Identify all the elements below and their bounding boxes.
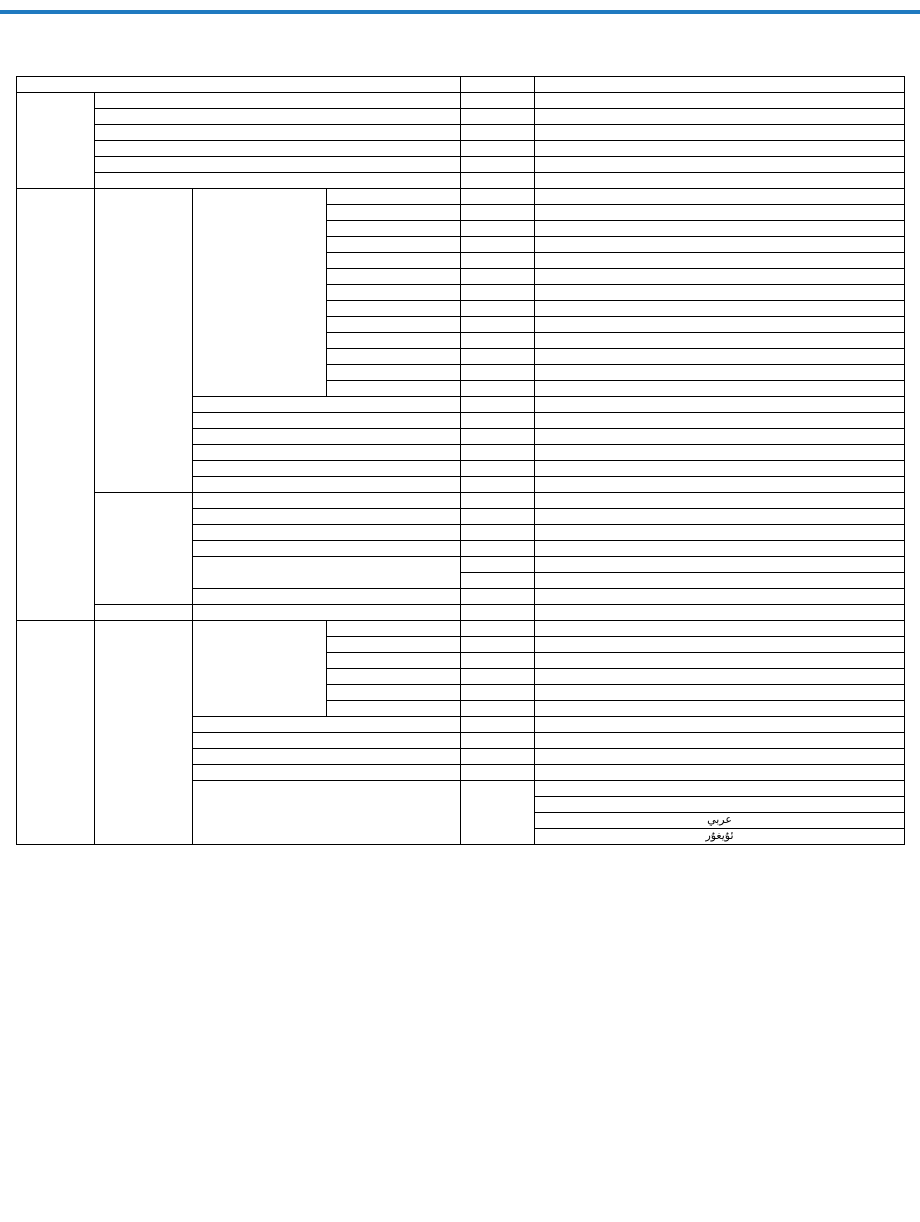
table-cell-value bbox=[535, 605, 905, 621]
table-cell-value-uyghur: ئۇيغۇر bbox=[535, 829, 905, 845]
table-cell-value bbox=[535, 525, 905, 541]
table-cell-code-scripts bbox=[461, 781, 535, 845]
table-cell-label bbox=[193, 557, 461, 589]
table-cell-code bbox=[461, 205, 535, 221]
table-cell-code bbox=[461, 253, 535, 269]
table-cell-subgroup-2b bbox=[95, 493, 193, 605]
table-cell-label bbox=[193, 717, 461, 733]
table-cell-label bbox=[193, 749, 461, 765]
table-cell-value bbox=[535, 621, 905, 637]
table-cell-value bbox=[535, 365, 905, 381]
table-cell-code bbox=[461, 493, 535, 509]
table-cell-value bbox=[535, 733, 905, 749]
table-cell-value bbox=[535, 221, 905, 237]
table-cell-label bbox=[327, 333, 461, 349]
specification-table bbox=[16, 76, 905, 845]
table-cell-label bbox=[95, 157, 461, 173]
table-cell-label bbox=[193, 525, 461, 541]
table-cell-code bbox=[461, 749, 535, 765]
table-cell-code bbox=[461, 109, 535, 125]
table-cell-label bbox=[327, 685, 461, 701]
table-row bbox=[17, 125, 905, 141]
table-cell-value bbox=[535, 93, 905, 109]
table-cell-value bbox=[535, 509, 905, 525]
table-cell-label bbox=[327, 669, 461, 685]
table-cell-label bbox=[327, 701, 461, 717]
table-cell-value bbox=[535, 461, 905, 477]
table-cell-label bbox=[193, 541, 461, 557]
table-cell-value bbox=[535, 589, 905, 605]
table-row bbox=[17, 93, 905, 109]
table-row bbox=[17, 77, 905, 93]
table-cell-code bbox=[461, 669, 535, 685]
table-row bbox=[17, 605, 905, 621]
table-row bbox=[17, 109, 905, 125]
table-cell-value bbox=[535, 429, 905, 445]
table-cell-header-code bbox=[461, 77, 535, 93]
table-cell-subgroup-2c bbox=[95, 605, 193, 621]
table-cell-label bbox=[327, 381, 461, 397]
table-cell-value bbox=[535, 381, 905, 397]
table-cell-value bbox=[535, 717, 905, 733]
table-cell-value bbox=[535, 269, 905, 285]
table-cell-value bbox=[535, 541, 905, 557]
table-cell-header-value bbox=[535, 77, 905, 93]
table-cell-value bbox=[535, 141, 905, 157]
table-row bbox=[17, 189, 905, 205]
table-cell-code bbox=[461, 541, 535, 557]
table-cell-value bbox=[535, 413, 905, 429]
table-cell-value bbox=[535, 493, 905, 509]
table-cell-label bbox=[95, 173, 461, 189]
table-cell-label bbox=[193, 733, 461, 749]
table-cell-code bbox=[461, 765, 535, 781]
table-cell-code bbox=[461, 477, 535, 493]
table-cell-value-arabic: عربي bbox=[535, 813, 905, 829]
table-cell-code bbox=[461, 269, 535, 285]
table-cell-label bbox=[95, 93, 461, 109]
table-cell-code bbox=[461, 125, 535, 141]
table-cell-value bbox=[535, 205, 905, 221]
table-cell-code bbox=[461, 189, 535, 205]
table-cell-value bbox=[535, 781, 905, 797]
table-cell-code bbox=[461, 397, 535, 413]
table-cell-label bbox=[327, 653, 461, 669]
table-cell-label bbox=[327, 285, 461, 301]
table-row bbox=[17, 157, 905, 173]
table-cell-label bbox=[193, 413, 461, 429]
table-cell-code bbox=[461, 573, 535, 589]
table-cell-label bbox=[193, 765, 461, 781]
table-cell-subsubgroup-2a1 bbox=[193, 189, 327, 397]
table-cell-code bbox=[461, 733, 535, 749]
table-cell-value bbox=[535, 397, 905, 413]
table-cell-label bbox=[193, 509, 461, 525]
table-cell-value bbox=[535, 477, 905, 493]
table-cell-label bbox=[193, 477, 461, 493]
table-cell-code bbox=[461, 93, 535, 109]
table-cell-label bbox=[193, 429, 461, 445]
table-cell-header-label bbox=[17, 77, 461, 93]
table-cell-code bbox=[461, 605, 535, 621]
table-cell-group-2 bbox=[17, 189, 95, 621]
table-cell-label bbox=[193, 605, 461, 621]
table-cell-value bbox=[535, 125, 905, 141]
table-cell-group-3 bbox=[17, 621, 95, 845]
table-cell-value bbox=[535, 173, 905, 189]
table-cell-label bbox=[193, 461, 461, 477]
table-cell-value bbox=[535, 557, 905, 573]
table-cell-code bbox=[461, 461, 535, 477]
table-cell-label bbox=[327, 189, 461, 205]
table-cell-value bbox=[535, 653, 905, 669]
table-cell-code bbox=[461, 365, 535, 381]
table-cell-code bbox=[461, 285, 535, 301]
table-cell-value bbox=[535, 253, 905, 269]
table-cell-label bbox=[327, 221, 461, 237]
table-cell-code bbox=[461, 173, 535, 189]
table-cell-code bbox=[461, 637, 535, 653]
table-cell-label bbox=[95, 141, 461, 157]
table-cell-value bbox=[535, 573, 905, 589]
table-cell-code bbox=[461, 509, 535, 525]
table-cell-code bbox=[461, 141, 535, 157]
table-cell-label bbox=[327, 253, 461, 269]
table-cell-value bbox=[535, 637, 905, 653]
table-cell-code bbox=[461, 701, 535, 717]
table-cell-label-scripts bbox=[193, 781, 461, 845]
table-cell-label bbox=[95, 109, 461, 125]
table-cell-code bbox=[461, 381, 535, 397]
table-cell-value bbox=[535, 317, 905, 333]
table-cell-label bbox=[327, 621, 461, 637]
table-cell-label bbox=[193, 589, 461, 605]
table-cell-code bbox=[461, 653, 535, 669]
table-cell-value bbox=[535, 157, 905, 173]
table-row bbox=[17, 173, 905, 189]
table-cell-label bbox=[193, 493, 461, 509]
table-cell-subsubgroup-3a1 bbox=[193, 621, 327, 717]
table-cell-subgroup-2a bbox=[95, 189, 193, 493]
table-cell-value bbox=[535, 237, 905, 253]
table-row bbox=[17, 621, 905, 637]
table-cell-label bbox=[193, 445, 461, 461]
table-cell-label bbox=[327, 349, 461, 365]
table-cell-value bbox=[535, 285, 905, 301]
table-cell-label bbox=[95, 125, 461, 141]
table-cell-label bbox=[327, 637, 461, 653]
table-cell-label bbox=[327, 365, 461, 381]
table-cell-code bbox=[461, 557, 535, 573]
table-cell-label bbox=[193, 397, 461, 413]
header-accent-rule bbox=[0, 10, 920, 14]
table-cell-code bbox=[461, 221, 535, 237]
table-cell-code bbox=[461, 317, 535, 333]
table-cell-value bbox=[535, 669, 905, 685]
table-cell-label bbox=[327, 301, 461, 317]
specification-table-container bbox=[16, 76, 904, 845]
table-cell-value bbox=[535, 445, 905, 461]
table-cell-code bbox=[461, 333, 535, 349]
table-cell-code bbox=[461, 525, 535, 541]
table-cell-value bbox=[535, 749, 905, 765]
table-cell-code bbox=[461, 301, 535, 317]
table-cell-value bbox=[535, 701, 905, 717]
table-cell-code bbox=[461, 589, 535, 605]
table-cell-value bbox=[535, 797, 905, 813]
table-cell-value bbox=[535, 349, 905, 365]
table-cell-label bbox=[327, 317, 461, 333]
table-cell-subgroup-3a bbox=[95, 621, 193, 845]
table-cell-label bbox=[327, 269, 461, 285]
table-cell-value bbox=[535, 685, 905, 701]
table-cell-code bbox=[461, 413, 535, 429]
table-cell-value bbox=[535, 765, 905, 781]
table-row bbox=[17, 141, 905, 157]
table-cell-code bbox=[461, 429, 535, 445]
table-cell-code bbox=[461, 349, 535, 365]
table-cell-value bbox=[535, 189, 905, 205]
table-cell-code bbox=[461, 157, 535, 173]
table-cell-group-1 bbox=[17, 93, 95, 189]
table-cell-value bbox=[535, 109, 905, 125]
table-cell-code bbox=[461, 621, 535, 637]
table-cell-code bbox=[461, 445, 535, 461]
table-cell-code bbox=[461, 717, 535, 733]
table-cell-code bbox=[461, 237, 535, 253]
table-cell-label bbox=[327, 205, 461, 221]
table-cell-value bbox=[535, 301, 905, 317]
table-cell-label bbox=[327, 237, 461, 253]
table-cell-code bbox=[461, 685, 535, 701]
table-cell-value bbox=[535, 333, 905, 349]
table-row bbox=[17, 493, 905, 509]
